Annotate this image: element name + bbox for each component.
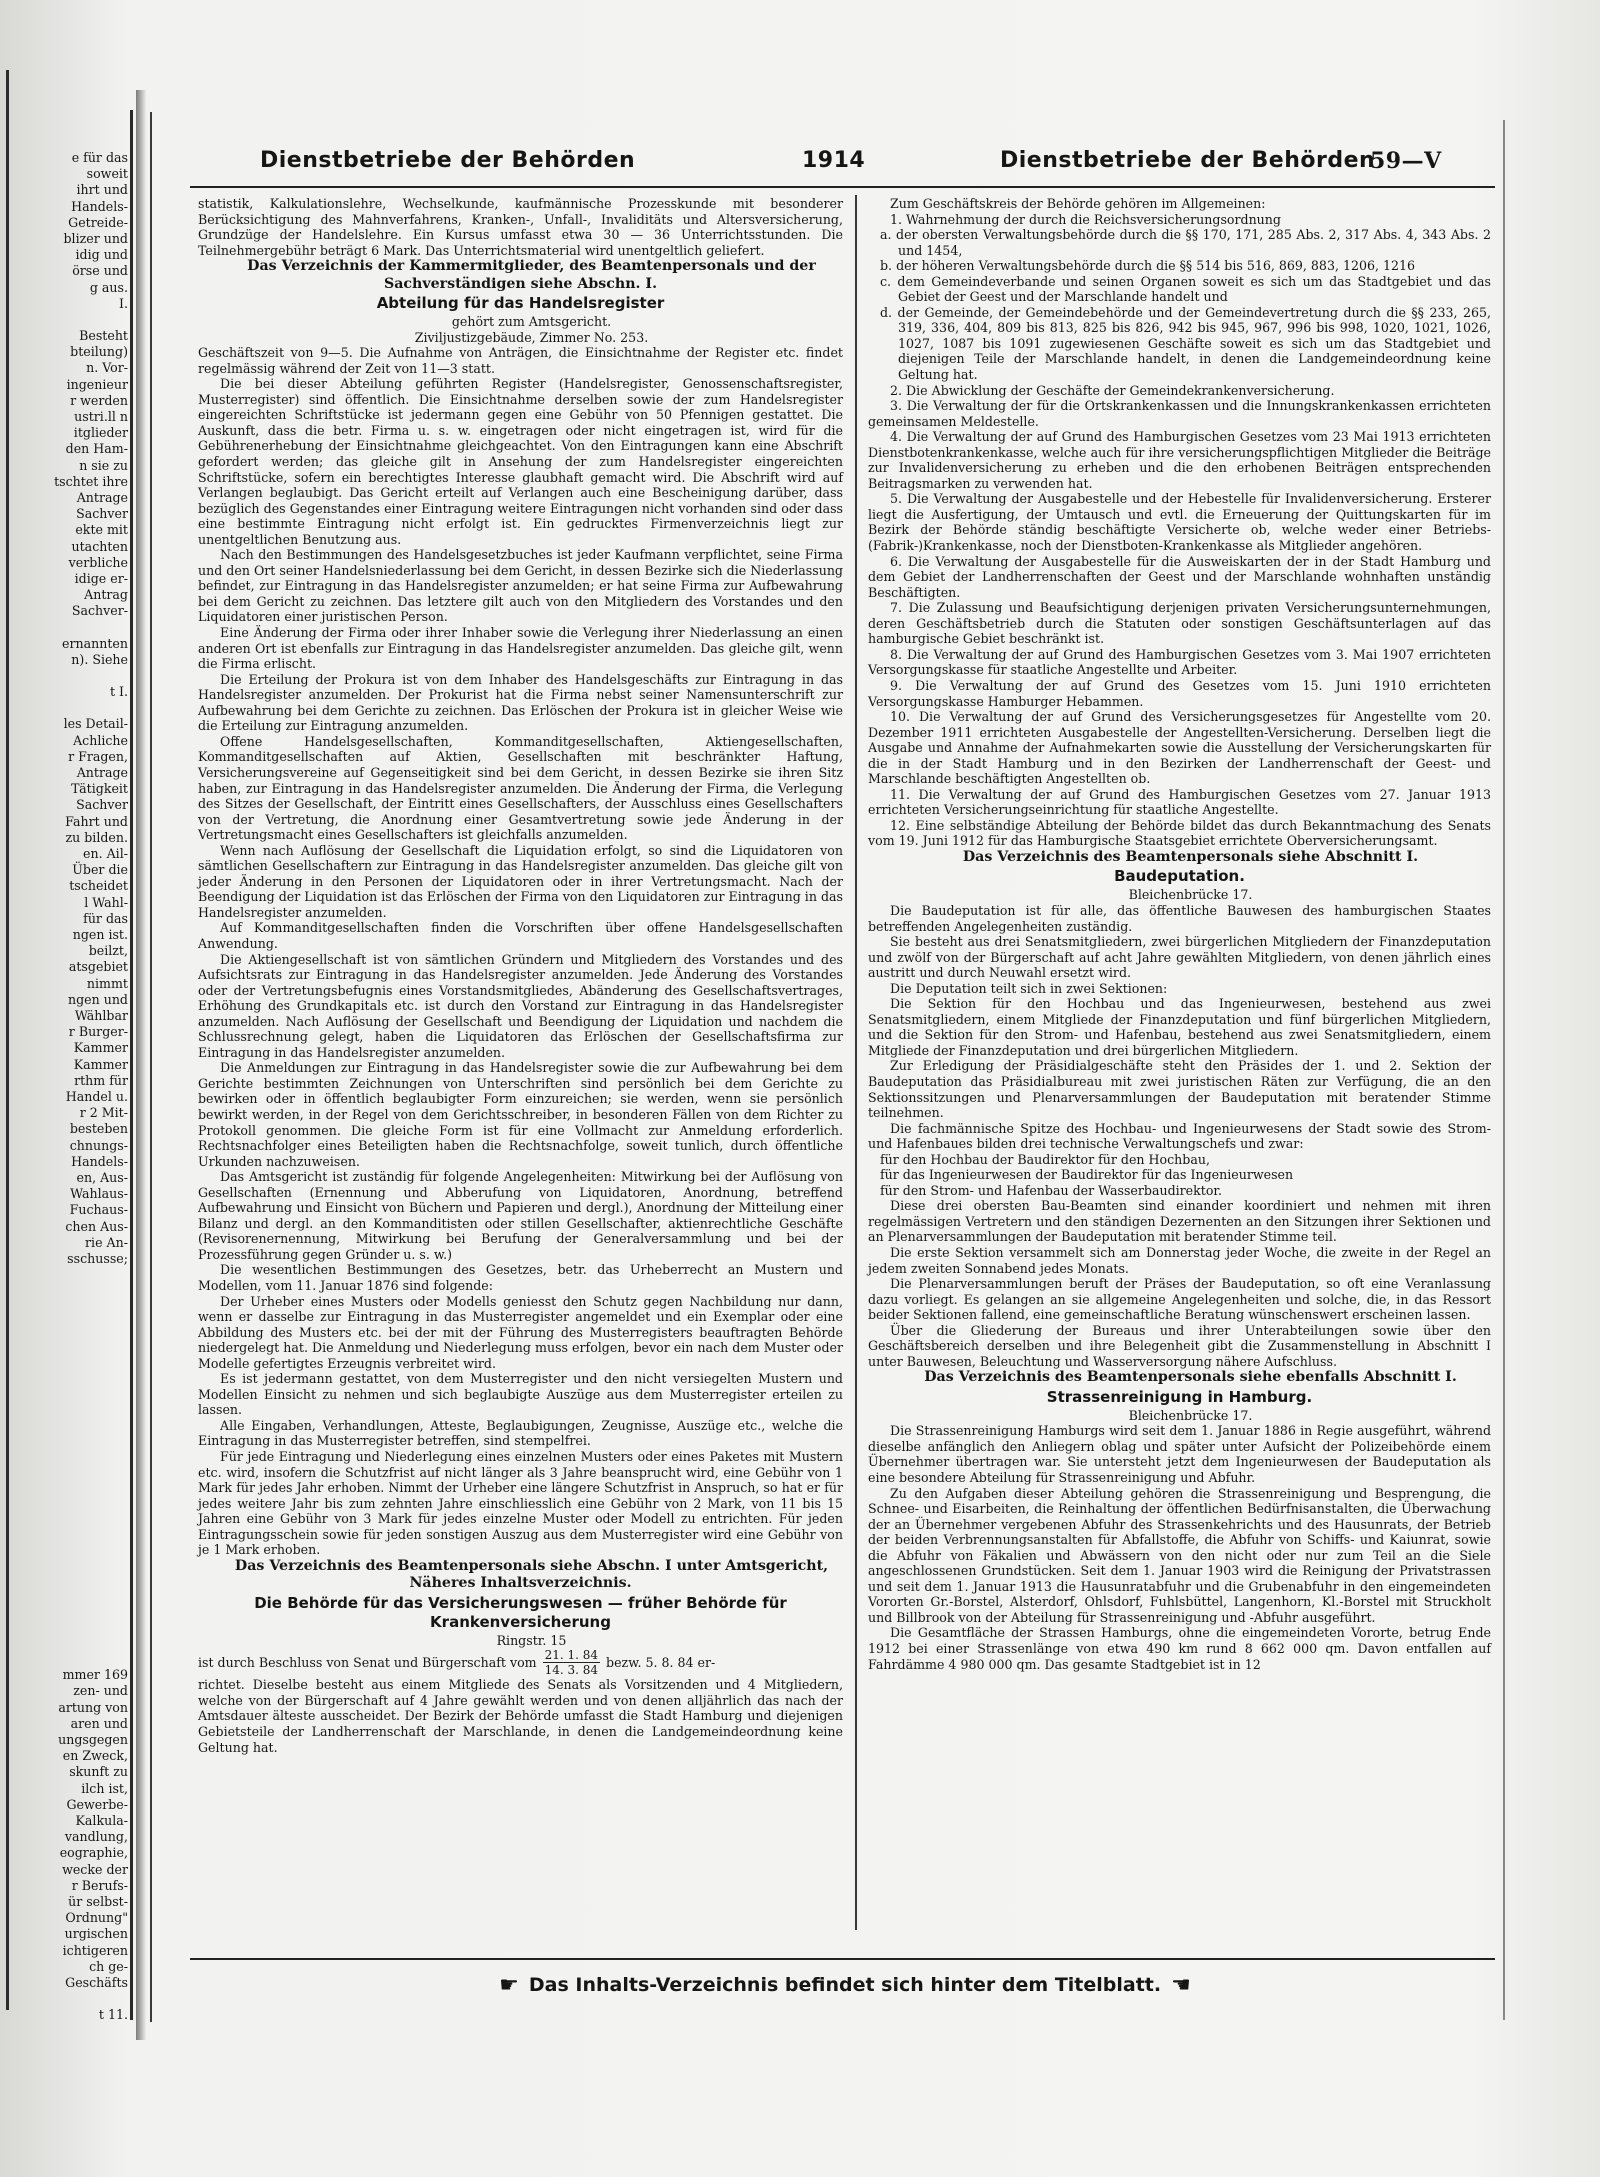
ratio-post: bezw. 5. 8. 84 er- xyxy=(606,1655,716,1671)
fragment-line: l Wahl- xyxy=(84,894,128,910)
fragment-line: Handel u. xyxy=(65,1088,128,1104)
paragraph: Für jede Eintragung und Niederlegung eines einzelnen Musters oder eines Paketes mit Mustern etc. wird, insofern die Schutzfrist auf nicht länger als 3 Jahre beansprucht wird, eine Gebühr von 1 Mark für jedes Jahr erhoben. Nimmt der Urheber eine längere Schutzfrist in Anspruch, so hat er für jedes weitere Jahr bis zum zehnten Jahre einschliesslich eine Gebühr von 2 Mark, von 11 bis 15 Jahren eine Gebühr von 3 Mark für jedes einzelne Muster oder Modell zu entrichten. Für jeden Eintragungsschein sowie für jeden sonstigen Auszug aus dem Musterregister wird eine Gebühr von je 1 Mark erhoben. xyxy=(198,1449,843,1558)
paragraph: Auf Kommanditgesellschaften finden die Vorschriften über offene Handelsgesellschaften Anwendung. xyxy=(198,920,843,951)
reference-note: Das Verzeichnis des Beamtenpersonals siehe ebenfalls Abschnitt I. xyxy=(924,1369,1457,1386)
paragraph: Die Baudeputation ist für alle, das öffentliche Bauwesen des hamburgischen Staates betreffenden Angelegenheiten zuständig. xyxy=(868,902,1491,934)
paragraph: Die Deputation teilt sich in zwei Sektionen: xyxy=(890,980,1168,996)
list-item: 3. Die Verwaltung der für die Ortskrankenkassen und die Innungskrankenkassen errichteten gemeinsamen Meldestelle. xyxy=(868,398,1491,429)
fragment-line: vandlung, xyxy=(64,1829,128,1845)
list-item: 4. Die Verwaltung der auf Grund des Hamburgischen Gesetzes vom 23 Mai 1913 errichteten Dienstbotenkrankenkasse, welche auch für ihre versicherungspflichtigen Mitglieder die Beiträge zur Invalidenversicherung zu erheben und die den erhobenen Beiträgen entsprechenden Beitragsmarken zu verwenden hat. xyxy=(868,429,1491,491)
fragment-line: Wählbar xyxy=(74,1007,128,1023)
ratio-pre: ist durch Beschluss von Senat und Bürgerschaft vom xyxy=(198,1655,537,1671)
paragraph: Das Amtsgericht ist zuständig für folgende Angelegenheiten: Mitwirkung bei der Auflösung von Gesellschaften (Ernennung und Abberufung von Liquidatoren, Anordnung, betreffend Aufbewahrung und Einsicht von Büchern und Papieren und dergl.), Anordnung der Mitteilung einer Bilanz und dergl. an den Kommanditisten oder stillen Gesellschafter, aktienrechtliche Geschäfte (Revisorenernennung, Mitwirkung bei Berufung der Generalversammlung und bei der Prozessführung gegen Gründer u. s. w.) xyxy=(198,1169,843,1262)
section-address: Ziviljustizgebäude, Zimmer No. 253. xyxy=(414,329,649,345)
fragment-line xyxy=(0,1635,128,1651)
fragment-line xyxy=(0,1443,128,1459)
fragment-line: rie An- xyxy=(85,1234,128,1250)
fragment-line xyxy=(0,1475,128,1491)
fragment-line: ngen ist. xyxy=(72,926,128,942)
paragraph: Die Plenarversammlungen beruft der Präses der Baudeputation, so oft eine Veranlassung dazu vorliegt. Es gelangen an sie allgemeine Angelegenheiten und solche, die, in das Ressort beider Sektionen fallend, eine gemeinschaftliche Beratung wünschenswert erscheinen lassen. xyxy=(868,1276,1491,1323)
fragment-line: ustri.ll n xyxy=(74,409,128,425)
fragment-line: bteilung) xyxy=(70,344,128,360)
fragment-line: verbliche xyxy=(68,554,128,570)
fragment-line xyxy=(0,1991,128,2007)
list-item: 6. Die Verwaltung der Ausgabestelle für die Ausweiskarten der in der Stadt Hamburg und dem Gebiet der Landherrenschaften der Geest und der Marschlande wohnhaften unständig Beschäftigten. xyxy=(868,553,1491,600)
fragment-line: zen- und xyxy=(73,1683,128,1699)
fragment-line: Besteht xyxy=(79,328,128,344)
fragment-line xyxy=(0,700,128,716)
fragment-line: ngen und xyxy=(67,991,128,1007)
fragment-line: atsgebiet xyxy=(68,959,128,975)
fragment-line: örse und xyxy=(72,263,128,279)
fragment-line: Handels- xyxy=(71,198,128,214)
fragment-line xyxy=(0,1363,128,1379)
paragraph: Offene Handelsgesellschaften, Kommanditgesellschaften, Aktiengesellschaften, Kommanditgesellschaften auf Aktien, Gesellschaften mit beschränkter Haftung, Versicherungsvereine auf Gegenseitigkeit sind bei dem Gericht, in dessen Bezirke sie ihren Sitz haben, zur Eintragung in das Handelsregister anzumelden. Die Änderung der Firma, die Verlegung des Sitzes der Gesellschaft, der Eintritt eines Gesellschafters, der Ausschluss eines Gesellschafters von der Vertretung, die Anordnung einer Gesamtvertretung sowie jede Änderung in der Vertretungsmacht eines Gesellschafters ist gleichfalls anzumelden. xyxy=(198,733,843,843)
fragment-line: Geschäfts xyxy=(65,1975,128,1991)
paragraph: Die Aktiengesellschaft ist von sämtlichen Gründern und Mitgliedern des Vorstandes und des Aufsichtsrats zur Eintragung in das Handelsregister anzumelden. Jede Änderung des Vorstandes oder der Vertretungsbefugnis eines Vorstandsmitgliedes, Abänderung des Gesellschaftsvertrages, Erhöhung des Grundkapitals etc. ist durch den Vorstand zur Eintragung in das Handelsregister anzumelden. Nach Auflösung der Gesellschaft und Beendigung der Liquidation und nachdem die Schlussrechnung gelegt, haben die Liquidatoren das Erlöschen der Gesellschaftsfirma zur Eintragung in das Handelsregister anzumelden. xyxy=(198,951,843,1060)
paragraph: Zu den Aufgaben dieser Abteilung gehören die Strassenreinigung und Besprengung, die Schnee- und Eisarbeiten, die Reinhaltung der öffentlichen Bedürfnisanstalten, die Überwachung der an Übernehmer vergebenen Abfuhr des Strassenkehrichts und des Hausunrats, der Betrieb der beiden Verbrennungsanstalten für Abfallstoffe, die Abfuhr von Schiffs- und Kaiunrat, sowie die Abfuhr von Fäkalien und Abwässern von den nicht oder nur zum Teil an die Siele angeschlossenen Grundstücken. Seit dem 1. Januar 1903 wird die Reinigung der Privatstrassen und seit dem 1. Januar 1913 die Hausunratabfuhr und die Grubenabfuhr in den eingemeindeten Vororten Gr.-Borstel, Alsterdorf, Ohlsdorf, Fuhlsbüttel, Langenhorn, Kl.-Borstel mit Struckholt und Billbrook von der Abteilung für Strassenreinigung und -Abfuhr ausgeführt. xyxy=(868,1485,1491,1625)
fragment-line: Sachver xyxy=(76,797,128,813)
fragment-line: t 11. xyxy=(98,2007,128,2023)
fragment-line xyxy=(0,1283,128,1299)
fragment-line xyxy=(0,312,128,328)
list-item: 7. Die Zulassung und Beaufsichtigung derjenigen privaten Versicherungsunternehmungen, deren Geschäftsbetrieb durch die Statuten oder sonstigen Geschäftsunterlagen auf das hamburgische Gebiet beschränkt ist. xyxy=(868,600,1491,647)
fragment-line: Kammer xyxy=(73,1056,128,1072)
fragment-line: blizer und xyxy=(63,231,128,247)
fragment-line: en, Aus- xyxy=(76,1169,128,1185)
gutter-rule xyxy=(130,110,133,2020)
fragment-line: eographie, xyxy=(59,1845,128,1861)
fragment-line: ichtigeren xyxy=(62,1942,128,1958)
paragraph: Eine Änderung der Firma oder ihrer Inhaber sowie die Verlegung ihrer Niederlassung an einen anderen Ort ist ebenfalls zur Eintragung in das Handelsregister anzumelden. Das gleiche gilt, wenn die Firma erlischt. xyxy=(198,625,843,672)
fragment-line: Über die xyxy=(72,862,128,878)
fragment-line xyxy=(0,1347,128,1363)
fragment-line: rthm für xyxy=(74,1072,128,1088)
paragraph: Die Gesamtfläche der Strassen Hamburgs, ohne die eingemeindeten Vororte, betrug Ende 1912 bei einer Strassenlänge von etwa 490 km rund 8 662 000 qm. Davon entfallen auf Fahrdämme 4 980 000 qm. Das gesamte Stadtgebiet ist in 12 xyxy=(868,1625,1491,1672)
fragment-line: Sachver- xyxy=(71,603,128,619)
paragraph: Sie besteht aus drei Senatsmitgliedern, zwei bürgerlichen Mitgliedern der Finanzdeputation und zwölf von der Bürgerschaft auf acht Jahre gewählten Mitgliedern, von denen jährlich eines austritt und durch Neuwahl ersetzt wird. xyxy=(868,934,1491,981)
right-page-edge xyxy=(1503,120,1505,2020)
fragment-line: chen Aus- xyxy=(65,1218,128,1234)
fraction-numerator: 21. 1. 84 xyxy=(544,1648,599,1663)
paragraph: Zum Geschäftskreis der Behörde gehören im Allgemeinen: xyxy=(890,196,1266,211)
fragment-line: Achliche xyxy=(73,732,128,748)
date-fraction xyxy=(543,1648,600,1677)
paragraph: Zur Erledigung der Präsidialgeschäfte steht den Präsides der 1. und 2. Sektion der Baudeputation das Präsidialbureau mit zwei juristischen Räten zur Verfügung, die an den Sektionssitzungen und Plenarversammlungen der Baudeputation mit beratender Stimme teilnehmen. xyxy=(868,1058,1491,1121)
footer-note xyxy=(430,1970,1260,2000)
section-heading: Baudeputation. xyxy=(1114,867,1245,886)
left-page-fragment xyxy=(0,150,128,2023)
fragment-line: utachten xyxy=(71,538,128,554)
fragment-line xyxy=(0,1555,128,1571)
sub-list-item: a. der obersten Verwaltungsbehörde durch die §§ 170, 171, 285 Abs. 2, 317 Abs. 4, 343 Abs. 2 und 1454, xyxy=(880,227,1491,258)
fragment-line: mmer 169 xyxy=(62,1667,128,1683)
fragment-line: Getreide- xyxy=(68,214,128,230)
gutter-shadow xyxy=(136,90,146,2040)
fragment-line: urgischen xyxy=(64,1926,128,1942)
sub-list-item: d. der Gemeinde, der Gemeindebehörde und der Gemeindevertretung durch die §§ 233, 265, 319, 336, 404, 809 bis 813, 825 bis 826, 942 bis 945, 967, 996 bis 998, 1020, 1021, 1026, 1027, 1087 bis 1091 zugewiesenen Geschäfte soweit es sich um das Stadtgebiet und diejenigen Teile der Marschlande handelt, in denen die Landgemeindeordnung keine Geltung hat. xyxy=(880,304,1491,383)
fragment-line: Antrage xyxy=(76,490,128,506)
section-address: Bleichenbrücke 17. xyxy=(1128,887,1253,903)
fragment-line: Fahrt und xyxy=(65,813,128,829)
fragment-line: Fuchaus- xyxy=(69,1202,128,1218)
fragment-line: r Burger- xyxy=(68,1024,128,1040)
fragment-line: Ordnung" xyxy=(65,1910,128,1926)
fragment-line xyxy=(0,1491,128,1507)
paragraph: Geschäftszeit von 9—5. Die Aufnahme von Anträgen, die Einsichtnahme der Register etc. findet regelmässig während der Zeit von 11—3 statt. xyxy=(198,345,843,376)
fragment-line xyxy=(0,1539,128,1555)
paragraph: Alle Eingaben, Verhandlungen, Atteste, Beglaubigungen, Zeugnisse, Auszüge etc., welche die Eintragung in das Musterregister betreffen, sind stempelfrei. xyxy=(198,1417,843,1449)
fragment-line xyxy=(0,1507,128,1523)
pointing-hand-left-icon: ☚ xyxy=(1171,1972,1191,1998)
footer-text: Das Inhalts-Verzeichnis befindet sich hinter dem Titelblatt. xyxy=(528,1974,1162,1996)
paragraph: Die bei dieser Abteilung geführten Register (Handelsregister, Genossenschaftsregister, Musterregister) sind öffentlich. Die Einsichtnahme derselben sowie der zum Handelsregister eingereichten Schriftstücke ist jedermann gegen eine Gebühr von 50 Pfennigen gestattet. Die Auskunft, dass die betr. Firma u. s. w. eingetragen oder nicht eingetragen ist, wird für die Gebührenerhebung der Einsichtnahme gleichgeachtet. Von den Eintragungen kann eine Abschrift gefordert werden; das gleiche gilt in Ansehung der zum Handelsregister eingereichten Schriftstücke, sofern ein berechtigtes Interesse glaubhaft gemacht wird. Die Abschrift wird auf Verlangen beglaubigt. Das Gericht erteilt auf Verlangen auch eine Bescheinigung darüber, dass bezüglich des Gegenstandes einer Eintragung weitere Eintragungen nicht vorhanden sind oder dass eine bestimmte Eintragung nicht erfolgt ist. Ein gedrucktes Firmenverzeichnis liegt zur unentgeltlichen Benutzung aus. xyxy=(198,376,843,547)
fraction-denominator: 14. 3. 84 xyxy=(544,1663,599,1678)
fragment-line: n. Vor- xyxy=(86,360,128,376)
fragment-line: ingenieur xyxy=(66,376,128,392)
sub-list-item: b. der höheren Verwaltungsbehörde durch die §§ 514 bis 516, 869, 883, 1206, 1216 xyxy=(880,258,1416,274)
list-item: 8. Die Verwaltung der auf Grund des Hamburgischen Gesetzes vom 3. Mai 1907 errichteten Versorgungskasse für staatliche Angestellte und Arbeiter. xyxy=(868,646,1491,678)
fragment-line: r werden xyxy=(70,392,128,408)
fragment-line: Handels- xyxy=(71,1153,128,1169)
fragment-line: soweit xyxy=(86,166,128,182)
date-ratio-line xyxy=(198,1648,843,1677)
running-header xyxy=(180,148,1490,188)
header-right-title: Dienstbetriebe der Behörden xyxy=(1000,148,1376,173)
paragraph: Die Anmeldungen zur Eintragung in das Handelsregister sowie die zur Aufbewahrung bei dem Gerichte bestimmten Zeichnungen von Unterschriften sind persönlich bei dem Gerichte zu bewirken oder in öffentlich beglaubigter Form einzureichen; sie werden, wenn sie persönlich bewirkt werden, in der Regel von dem Gerichtsschreiber, in besonderen Fällen von dem Richter zu Protokoll genommen. Die gleiche Form ist für eine Vollmacht zur Anmeldung erforderlich. Rechtsnachfolger eines Beteiligten haben die Rechtsnachfolge, soweit tunlich, durch öffentliche Urkunden nachzuweisen. xyxy=(198,1060,843,1169)
pointing-hand-right-icon: ☛ xyxy=(499,1972,519,1998)
fragment-line xyxy=(0,1459,128,1475)
list-item: 2. Die Abwicklung der Geschäfte der Gemeindekrankenversicherung. xyxy=(890,382,1335,398)
fragment-line xyxy=(0,1571,128,1587)
header-left-title: Dienstbetriebe der Behörden xyxy=(260,148,636,173)
fragment-line: n sie zu xyxy=(79,457,128,473)
fragment-line xyxy=(0,1603,128,1619)
list-item: 1. Wahrnehmung der durch die Reichsversicherungsordnung xyxy=(890,211,1281,227)
fragment-line xyxy=(0,668,128,684)
list-item: 11. Die Verwaltung der auf Grund des Hamburgischen Gesetzes vom 27. Januar 1913 errichteten Versicherungseinrichtung für staatliche Angestellte. xyxy=(868,786,1491,818)
section-address: gehört zum Amtsgericht. xyxy=(451,314,612,330)
list-item: 5. Die Verwaltung der Ausgabestelle und der Hebestelle für Invalidenversicherung. Ersterer liegt die Ausfertigung, der Umtausch und evtl. die Erneuerung der Quittungskarten für im Bezirk der Behörde ständig beschäftigte Versicherte ob, welche weder einer Betriebs-(Fabrik-)Krankenkasse, noch der Dienstboten-Krankenkasse als Mitglieder angehören. xyxy=(868,491,1491,554)
footer-rule xyxy=(190,1958,1495,1960)
fragment-line: ch ge- xyxy=(89,1958,128,1974)
paragraph: Nach den Bestimmungen des Handelsgesetzbuches ist jeder Kaufmann verpflichtet, seine Firma und den Ort seiner Handelsniederlassung bei dem Gericht, in dessen Bezirke sich die Niederlassung befindet, zur Eintragung in das Handelsregister anzumelden; er hat seine Firma zur Aufbewahrung bei dem Gericht zu zeichnen. Das letztere gilt auch von den Mitgliedern des Vorstandes und den Liquidatoren einer juristischen Person. xyxy=(198,547,843,625)
fragment-line xyxy=(0,1379,128,1395)
left-column xyxy=(198,196,843,1931)
fragment-line: skunft zu xyxy=(69,1764,128,1780)
fragment-line xyxy=(0,1651,128,1667)
fragment-line: tschtet ihre xyxy=(54,473,128,489)
fragment-line: en. Ail- xyxy=(83,845,128,861)
right-column xyxy=(868,196,1491,1931)
fragment-line xyxy=(0,1299,128,1315)
fragment-line: idige er- xyxy=(74,571,128,587)
list-item: 9. Die Verwaltung der auf Grund des Gesetzes vom 15. Juni 1910 errichteten Versorgungskasse Hamburger Hebammen. xyxy=(868,677,1491,709)
fragment-line: en Zweck, xyxy=(62,1748,128,1764)
fragment-line: itglieder xyxy=(73,425,128,441)
fragment-line: Kammer xyxy=(73,1040,128,1056)
fragment-line: r Fragen, xyxy=(68,748,128,764)
sub-list-item: für den Strom- und Hafenbau der Wasserbaudirektor. xyxy=(880,1182,1223,1198)
fragment-line: zu bilden. xyxy=(65,829,128,845)
sub-list-item: c. dem Gemeindeverbande und seinen Organen soweit es sich um das Stadtgebiet und das Gebiet der Geest und der Marschlande handelt und xyxy=(880,273,1491,305)
fragment-line: Sachver xyxy=(76,506,128,522)
section-heading: Strassenreinigung in Hamburg. xyxy=(1046,1387,1313,1406)
fragment-line xyxy=(0,1267,128,1283)
fragment-line: besteben xyxy=(69,1121,128,1137)
paragraph: statistik, Kalkulationslehre, Wechselkunde, kaufmännische Prozesskunde mit besonderer Berücksichtigung des Mahnverfahrens, Kranken-, Unfall-, Invaliditäts und Altersversicherung, Grundzüge der Handelslehre. Ein Kursus umfasst etwa 30 — 36 Unterrichtsstunden. Die Teilnehmergebühr beträgt 6 Mark. Das Unterrichtsmaterial wird unentgeltlich geliefert. xyxy=(198,196,843,258)
fragment-line: für das xyxy=(83,910,128,926)
fragment-line xyxy=(0,1411,128,1427)
fragment-line: I. xyxy=(119,295,128,311)
fragment-line: Wahlaus- xyxy=(70,1186,128,1202)
header-rule xyxy=(190,186,1495,188)
fragment-line: ihrt und xyxy=(76,182,128,198)
fragment-line: artung von xyxy=(58,1699,128,1715)
fragment-line: beilzt, xyxy=(88,943,128,959)
section-heading: Abteilung für das Handelsregister xyxy=(376,294,665,313)
header-year: 1914 xyxy=(802,148,866,173)
fragment-line: tscheidet xyxy=(69,878,128,894)
paragraph: Wenn nach Auflösung der Gesellschaft die Liquidation erfolgt, so sind die Liquidatoren von sämtlichen Gesellschaftern zur Eintragung in das Handelsregister anzumelden. Das gleiche gilt von jeder Änderung in den Personen der Liquidatoren oder in ihrer Vertretungsmacht. Nach der Beendigung der Liquidation ist das Erlöschen der Firma von den Liquidatoren zur Eintragung in das Handelsregister anzumelden. xyxy=(198,842,843,920)
fragment-line: Tätigkeit xyxy=(71,781,128,797)
fragment-line: Antrage xyxy=(76,764,128,780)
list-item: 10. Die Verwaltung der auf Grund des Versicherungsgesetzes für Angestellte vom 20. Dezember 1911 errichteten Ausgabestelle der Angestellten-Versicherung. Derselben liegt die Ausgabe und Annahme der Aufnahmekarten sowie die Ausstellung der Versicherungskarten für die in der Stadt Hamburg und in den Bezirken der Landherrenschaft der Geest- und Marschlande beschäftigten Angestellten ob. xyxy=(868,709,1491,787)
fragment-line xyxy=(0,1587,128,1603)
fragment-line: chnungs- xyxy=(69,1137,128,1153)
reference-note: Das Verzeichnis des Beamtenpersonals siehe Abschn. I unter Amtsgericht, Näheres Inhaltsverzeichnis. xyxy=(234,1557,829,1592)
fragment-line xyxy=(0,1395,128,1411)
fragment-line xyxy=(0,1619,128,1635)
fragment-line xyxy=(0,1427,128,1443)
fragment-line: sschusse; xyxy=(67,1251,128,1266)
paragraph: Diese drei obersten Bau-Beamten sind einander koordiniert und nehmen mit ihren regelmässigen Vertretern und den ständigen Dezernenten an den Sitzungen ihrer Sektionen und an Plenarversammlungen der Baudeputation mit beratender Stimme teil. xyxy=(868,1198,1491,1245)
paragraph: Die erste Sektion versammelt sich am Donnerstag jeder Woche, die zweite in der Regel an jedem zweiten Sonnabend jedes Monats. xyxy=(868,1245,1491,1276)
paragraph: Der Urheber eines Musters oder Modells geniesst den Schutz gegen Nachbildung nur dann, wenn er dasselbe zur Eintragung in das Musterregister angemeldet und ein Exemplar oder eine Abbildung des Musters etc. bei der mit der Führung des Musterregisters beauftragten Behörde niedergelegt hat. Die Anmeldung und Niederlegung muss erfolgen, bevor ein nach dem Muster oder Modelle gefertigtes Erzeugnis verbreitet wird. xyxy=(198,1293,843,1371)
fragment-line: Antrag xyxy=(84,587,128,603)
reference-note: Das Verzeichnis der Kammermitglieder, des Beamtenpersonals und der Sachverständigen siehe Abschn. I. xyxy=(247,258,816,292)
fragment-line: idig und xyxy=(75,247,128,263)
section-heading: Die Behörde für das Versicherungswesen — früher Behörde für Krankenversicherung xyxy=(254,1593,787,1631)
paragraph: Die wesentlichen Bestimmungen des Gesetzes, betr. das Urheberrecht an Mustern und Modellen, vom 11. Januar 1876 sind folgende: xyxy=(198,1262,843,1293)
fragment-line: ekte mit xyxy=(75,522,128,538)
fragment-line: aren und xyxy=(70,1715,128,1731)
fragment-line: Kalkula- xyxy=(75,1813,128,1829)
fragment-line: Gewerbe- xyxy=(66,1796,128,1812)
fragment-line: les Detail- xyxy=(63,716,128,732)
fragment-line xyxy=(0,1331,128,1347)
fragment-line: r Berufs- xyxy=(71,1877,128,1893)
fragment-line: g aus. xyxy=(89,279,128,295)
paragraph: Es ist jedermann gestattet, von dem Musterregister und den nicht versiegelten Mustern und Modellen Einsicht zu nehmen und sich beglaubigte Auszüge aus dem Musterregister erteilen zu lassen. xyxy=(198,1371,843,1418)
fragment-line: ernannten xyxy=(62,635,128,651)
fragment-line: ür selbst- xyxy=(68,1894,128,1910)
fragment-line: den Ham- xyxy=(65,441,128,457)
fragment-line: nimmt xyxy=(86,975,128,991)
reference-note: Das Verzeichnis des Beamtenpersonals siehe Abschnitt I. xyxy=(962,848,1419,865)
fragment-line: n). Siehe xyxy=(71,651,128,667)
paragraph: Die fachmännische Spitze des Hochbau- und Ingenieurwesens der Stadt sowie des Strom- und Hafenbaues bilden drei technische Verwaltungschefs und zwar: xyxy=(868,1120,1491,1152)
section-address: Ringstr. 15 xyxy=(496,1632,567,1648)
paragraph: Die Erteilung der Prokura ist von dem Inhaber des Handelsgeschäfts zur Eintragung in das Handelsregister anzumelden. Der Prokurist hat die Firma nebst seiner Namensunterschrift zur Aufbewahrung bei dem Gerichte zu zeichnen. Das Erlöschen der Prokura ist in gleicher Weise wie die Erteilung zur Eintragung anzumelden. xyxy=(198,671,843,734)
fragment-line: ungsgegen xyxy=(58,1732,128,1748)
sub-list-item: für das Ingenieurwesen der Baudirektor für das Ingenieurwesen xyxy=(880,1167,1294,1183)
paragraph: Die Sektion für den Hochbau und das Ingenieurwesen, bestehend aus zwei Senatsmitgliedern, einem Mitgliede der Finanzdeputation und fünf bürgerlichen Mitgliedern, und die Sektion für den Strom- und Hafenbau, bestehend aus zwei Senatsmitgliedern, einem Mitgliede der Finanzdeputation und drei bürgerlichen Mitgliedern. xyxy=(868,996,1491,1058)
fragment-line xyxy=(0,620,128,636)
fragment-line: ilch ist, xyxy=(81,1780,128,1796)
paragraph: Die Strassenreinigung Hamburgs wird seit dem 1. Januar 1886 in Regie ausgeführt, während dieselbe anfänglich den Anliegern oblag und später unter Aufsicht der Polizeibehörde einem Übernehmer übertragen war. Sie untersteht jetzt dem Ingenieurwesen der Baudeputation als eine besondere Abteilung für Strassenreinigung und Abfuhr. xyxy=(868,1423,1491,1486)
fragment-line: wecke der xyxy=(62,1861,128,1877)
fragment-line xyxy=(0,1315,128,1331)
fragment-line xyxy=(0,1523,128,1539)
paragraph: richtet. Dieselbe besteht aus einem Mitgliede des Senats als Vorsitzenden und 4 Mitgliedern, welche von der Bürgerschaft auf 4 Jahre gewählt werden und von denen alljährlich das nach der Amtsdauer älteste ausscheidet. Der Bezirk der Behörde umfasst die Stadt Hamburg und diejenigen Gebietsteile der Landherrenschaft der Marschlande, in denen die Landgemeindeordnung keine Geltung hat. xyxy=(198,1677,843,1755)
column-rule xyxy=(855,195,857,1930)
list-item: 12. Eine selbständige Abteilung der Behörde bildet das durch Bekanntmachung des Senats vom 19. Juni 1912 für das Hamburgische Staatsgebiet errichtete Oberversicherungsamt. xyxy=(868,817,1491,849)
paragraph: Über die Gliederung der Bureaus und ihrer Unterabteilungen sowie über den Geschäftsbereich derselben und ihre Belegenheit gibt die Zusammenstellung in Abschnitt I unter Bauwesen, Beleuchtung und Wasserversorgung nähere Aufschluss. xyxy=(868,1322,1491,1369)
page-number: 59—V xyxy=(1370,148,1442,174)
fragment-line: t I. xyxy=(109,684,128,700)
sub-list-item: für den Hochbau der Baudirektor für den Hochbau, xyxy=(880,1151,1210,1167)
section-address: Bleichenbrücke 17. xyxy=(1128,1407,1253,1423)
fragment-line: e für das xyxy=(71,150,128,165)
fragment-line: r 2 Mit- xyxy=(79,1105,128,1121)
